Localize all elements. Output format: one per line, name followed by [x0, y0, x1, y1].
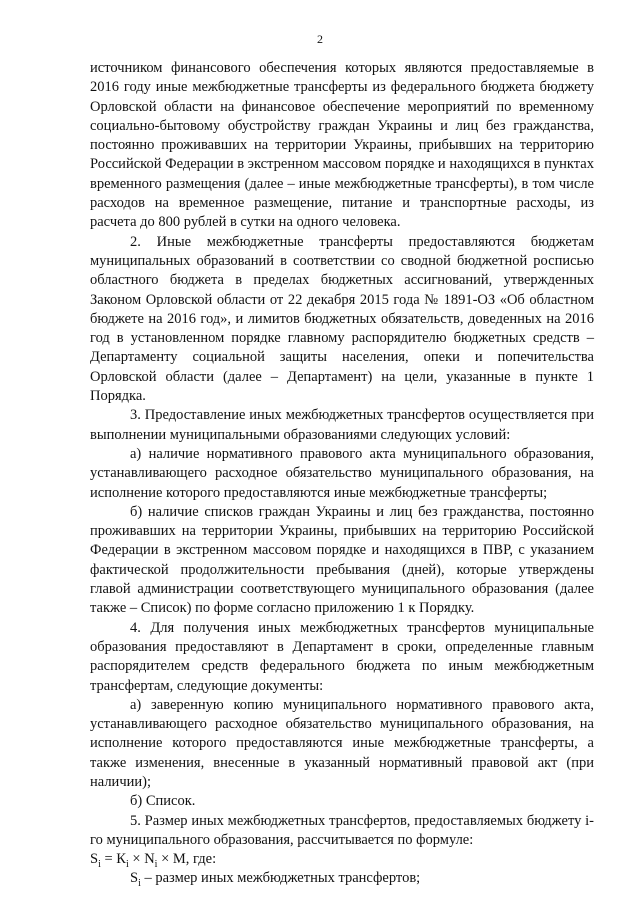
document-body	[90, 59, 594, 889]
definition-si	[90, 869, 594, 888]
paragraph-item-3a: а) наличие нормативного правового акта муниципального образования, устанавливающего расходное обязательство муниципального образования, на исполнение которого предоставляются иные межбюджетные трансферты;	[90, 445, 594, 501]
formula-eq: =	[100, 851, 117, 868]
formula-n: N	[144, 851, 155, 868]
paragraph-item-3b: б) наличие списков граждан Украины и лиц без гражданства, постоянно проживавших на территории Украины, прибывших на территорию Российской Федерации в экстренном массовом порядке и находящихся в ПВР, с указанием фактической продолжительности пребывания (дней), которые утверждены главой администрации соответствующего муниципального образования (далее также – Список) по форме согласно приложению 1 к Порядку.	[90, 503, 594, 617]
formula-k: К	[116, 851, 126, 868]
definition-text: – размер иных межбюджетных трансфертов;	[140, 870, 421, 887]
formula	[90, 850, 594, 869]
formula-n-sub: i	[154, 859, 158, 871]
paragraph-continuation: источником финансового обеспечения которых являются предоставляемые в 2016 году иные межбюджетные трансферты из федерального бюджета бюджету Орловской области на финансовое обеспечение мероприятий по временному социально-бытовому обустройству граждан Украины и лиц без гражданства, постоянно проживавших на территории Украины, прибывших на территорию Российской Федерации в экстренном массовом порядке и находящихся в пунктах временного размещения (далее – иные межбюджетные трансферты), в том числе расходов на временное размещение, питание и транспортные расходы, из расчета до 800 рублей в сутки на одного человека.	[90, 60, 594, 231]
formula-s-sub: i	[98, 859, 101, 871]
paragraph-item-5: 5. Размер иных межбюджетных трансфертов, предоставляемых бюджету i-го муниципального образования, рассчитывается по формуле:	[90, 812, 594, 848]
formula-times-1: ×	[128, 851, 145, 868]
paragraph-item-3: 3. Предоставление иных межбюджетных трансфертов осуществляется при выполнении муниципальными образованиями следующих условий:	[90, 407, 594, 443]
formula-k-sub: i	[125, 859, 129, 871]
paragraph-item-4a: а) заверенную копию муниципального нормативного правового акта, устанавливающего расходное обязательство муниципального образования, на исполнение которого предоставляются иные межбюджетные трансферты, а также изменения, внесенные в указанный нормативный правовой акт (при наличии);	[90, 696, 594, 790]
page-number: 2	[317, 32, 323, 46]
paragraph-item-4: 4. Для получения иных межбюджетных трансфертов муниципальные образования предоставляют в Департамент в сроки, определенные главным распорядителем средств федерального бюджета по иным межбюджетным трансфертам, следующие документы:	[90, 619, 594, 694]
paragraph-item-2: 2. Иные межбюджетные трансферты предоставляются бюджетам муниципальных образований в соответствии со сводной бюджетной росписью областного бюджета в пределах бюджетных ассигнований, утвержденных Законом Орловской области от 22 декабря 2015 года № 1891-ОЗ «Об областном бюджете на 2016 год», и лимитов бюджетных обязательств, доведенных на 2016 год в установленном порядке главному распорядителю бюджетных средств – Департаменту социальной защиты населения, опеки и попечительства Орловской области (далее – Департамент) на цели, указанные в пункте 1 Порядка.	[90, 233, 594, 405]
formula-s: S	[90, 851, 99, 868]
paragraph-item-4b: б) Список.	[130, 793, 196, 810]
formula-tail: , где:	[185, 851, 217, 868]
formula-times-2: ×	[157, 851, 173, 868]
definition-symbol-sub: i	[138, 878, 141, 890]
definition-symbol: S	[130, 870, 139, 887]
formula-m: M	[172, 851, 186, 868]
